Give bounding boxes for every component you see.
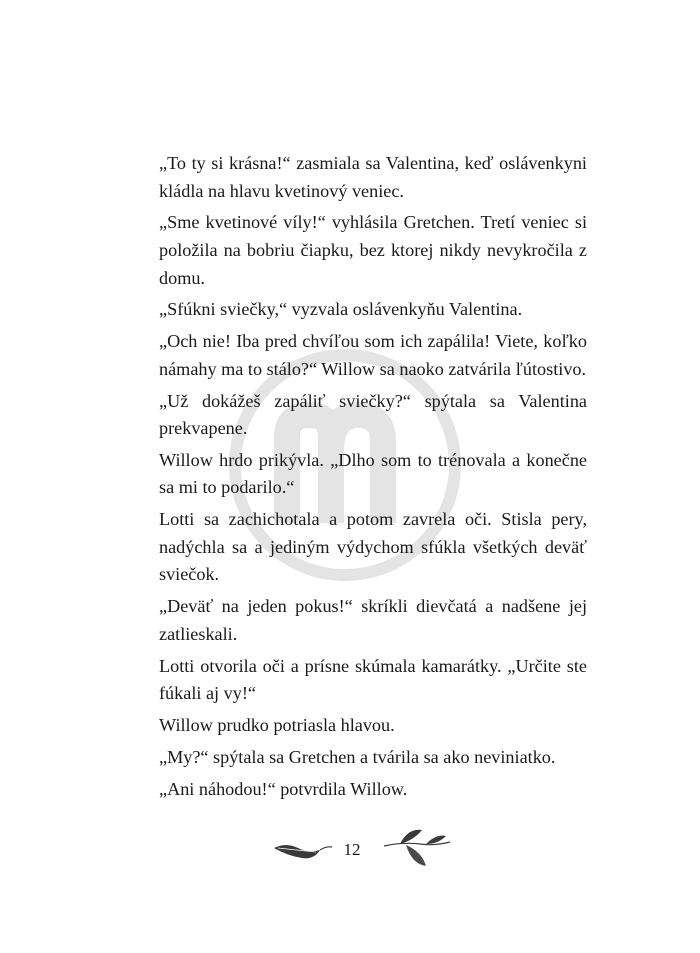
paragraph-10: Willow prudko potriasla hlavou. xyxy=(159,714,395,735)
paragraph-1: „To ty si krásna!“ zasmiala sa Valentina, keď oslávenkyni kládla na hlavu kvetinový veniec. xyxy=(159,153,587,201)
page-number: 12 xyxy=(343,840,361,859)
leaf-ornament-left-icon xyxy=(272,836,334,864)
paragraph-12: „Ani náhodou!“ potvrdila Willow. xyxy=(159,778,408,799)
paragraph-3: „Sfúkni sviečky,“ vyzvala oslávenkyňu Valentina. xyxy=(159,299,523,320)
paragraph-6: Willow hrdo prikývla. „Dlho som to trénovala a konečne sa mi to podarilo.“ xyxy=(159,449,587,498)
paragraph-11: „My?“ spýtala sa Gretchen a tvárila sa ako neviniatko. xyxy=(159,746,556,767)
paragraph-7: Lotti sa zachichotala a potom zavrela oči. Stisla pery, nadýchla sa a jediným výdychom sfúkla všetkých deväť sviečok. xyxy=(159,509,587,585)
paragraph-8: „Deväť na jeden pokus!“ skríkli dievčatá a nadšene jej zatlieskali. xyxy=(159,596,587,644)
paragraph-2: „Sme kvetinové víly!“ vyhlásila Gretchen. Tretí veniec si položila na bobriu čiapku, bez ktorej nikdy nevykročila z domu. xyxy=(159,212,587,288)
paragraph-5: „Už dokážeš zapáliť sviečky?“ spýtala sa Valentina prekvapene. xyxy=(159,390,587,439)
leaf-ornament-right-icon xyxy=(382,824,454,872)
page-footer xyxy=(0,820,700,880)
paragraph-4: „Och nie! Iba pred chvíľou som ich zapálila! Viete, koľko námahy ma to stálo?“ Willow sa naoko zatvárila ľútostivo. xyxy=(159,331,587,379)
body-text xyxy=(159,150,587,807)
paragraph-9: Lotti otvorila oči a prísne skúmala kamarátky. „Určite ste fúkali aj vy!“ xyxy=(159,655,587,704)
